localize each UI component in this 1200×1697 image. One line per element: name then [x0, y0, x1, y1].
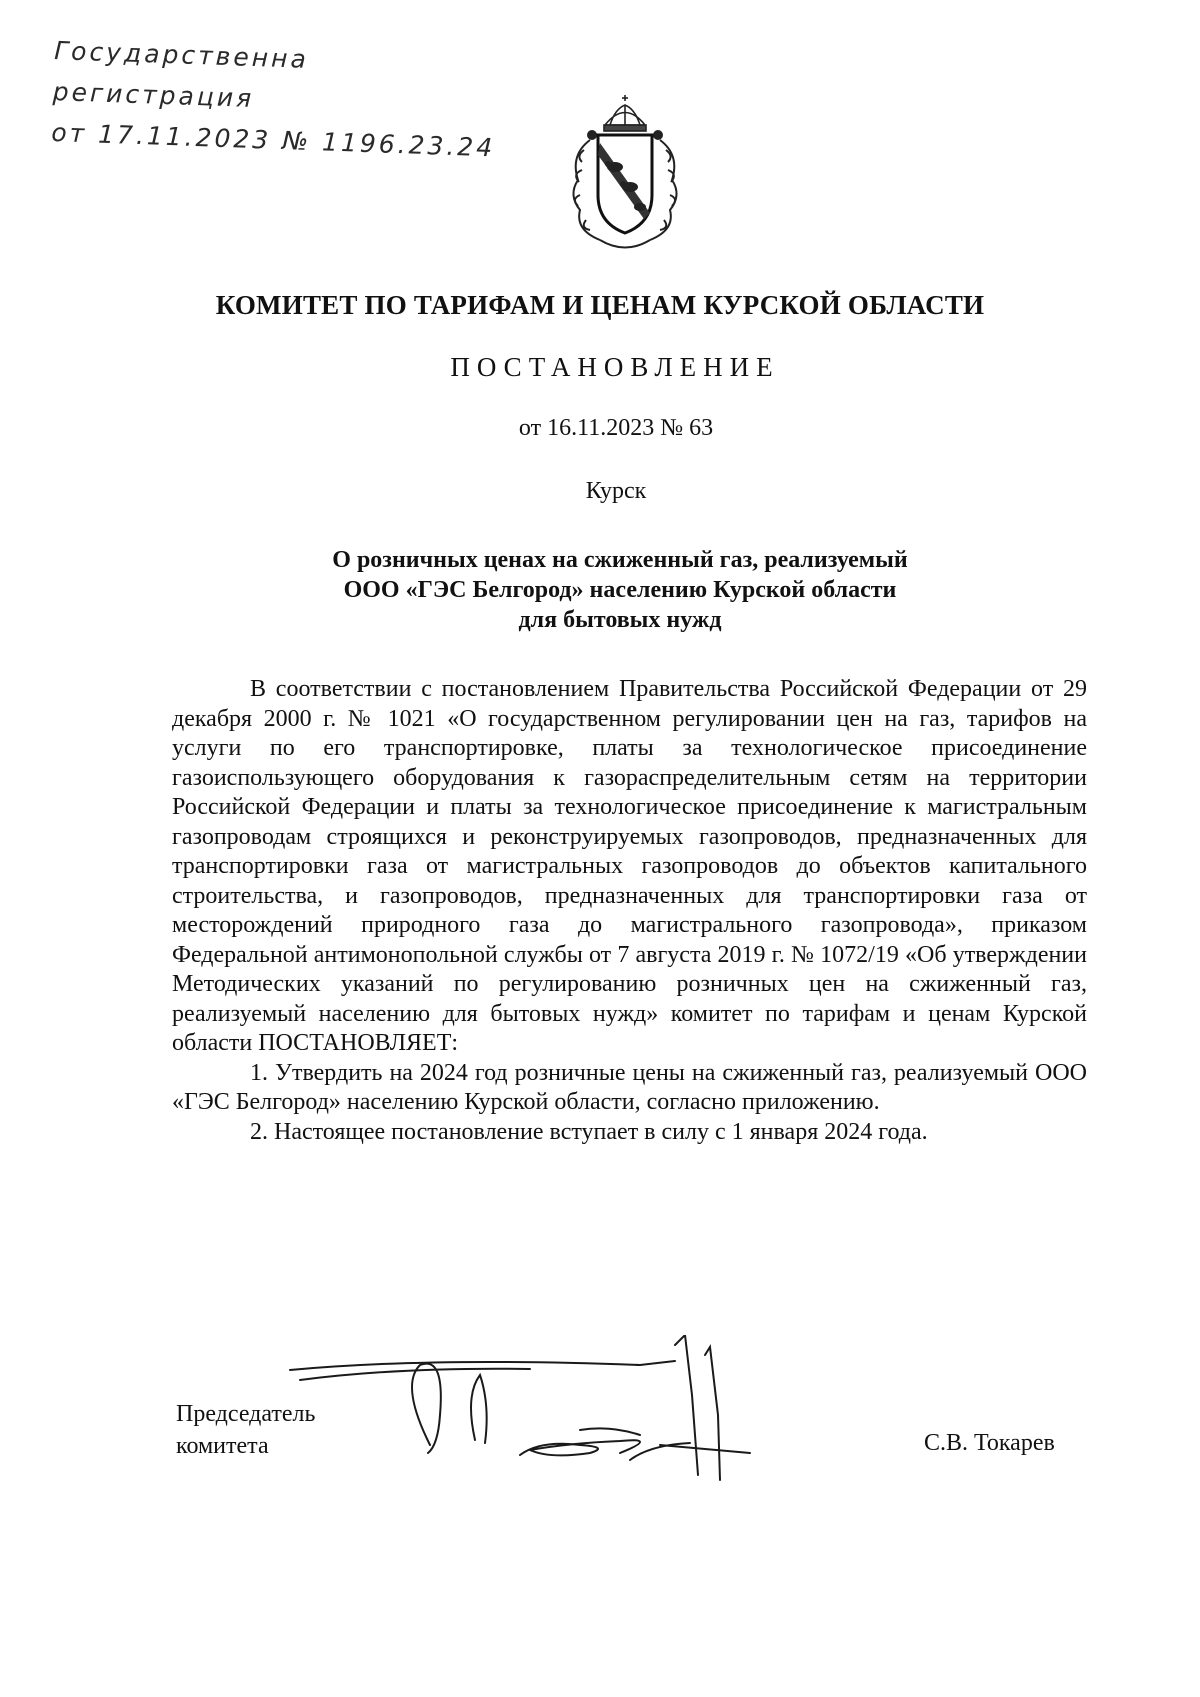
document-city: Курск: [585, 478, 647, 504]
document-number: от 16.11.2023 № 63: [518, 415, 714, 441]
document-type: ПОСТАНОВЛЕНИЕ: [450, 352, 780, 382]
signatory-title-line-1: Председатель: [176, 1401, 316, 1427]
document-subject: [220, 545, 1020, 635]
handwritten-line-1: Государственна: [53, 35, 310, 74]
subject-line-3: для бытовых нужд: [518, 607, 722, 633]
subject-line-2: ООО «ГЭС Белгород» населению Курской области: [343, 577, 897, 603]
signatory-title-line-2: комитета: [176, 1433, 269, 1459]
resolution-item-1: 1. Утвердить на 2024 год розничные цены на сжиженный газ, реализуемый ООО «ГЭС Белгород» населению Курской области, согласно приложению.: [172, 1059, 1087, 1115]
document-body: [172, 675, 1087, 1147]
handwritten-registration-note: [51, 30, 575, 171]
handwritten-line-2: регистрация: [52, 76, 255, 113]
handwritten-line-3: от 17.11.2023 № 1196.23.24: [50, 117, 496, 163]
organization-title: КОМИТЕТ ПО ТАРИФАМ И ЦЕНАМ КУРСКОЙ ОБЛАСТИ: [215, 290, 985, 320]
handwritten-signature: [280, 1335, 800, 1485]
signatory-name: С.В. Токарев: [924, 1430, 1055, 1456]
preamble-paragraph: В соответствии с постановлением Правительства Российской Федерации от 29 декабря 2000 г. № 1021 «О государственном регулировании цен на газ, тарифов на услуги по его транспортировке, платы за технологическое присоединение газоиспользующего оборудования к газораспределительным сетям на территории Российской Федерации и платы за технологическое присоединение к магистральным газопроводам строящихся и реконструируемых газопроводов, предназначенных для транспортировки газа от магистральных газопроводов до объектов капитального строительства, и газопроводов, предназначенных для транспортировки газа от месторождений природного газа до магистрального газопровода», приказом Федеральной антимонопольной службы от 7 августа 2019 г. № 1072/19 «Об утверждении Методических указаний по регулированию розничных цен на сжиженный газ, реализуемый населению для бытовых нужд» комитет по тарифам и ценам Курской области ПОСТАНОВЛЯЕТ:: [172, 676, 1087, 1056]
subject-line-1: О розничных ценах на сжиженный газ, реализуемый: [332, 547, 908, 573]
coat-of-arms-icon: [560, 95, 690, 255]
resolution-item-2: 2. Настоящее постановление вступает в силу с 1 января 2024 года.: [250, 1118, 928, 1145]
